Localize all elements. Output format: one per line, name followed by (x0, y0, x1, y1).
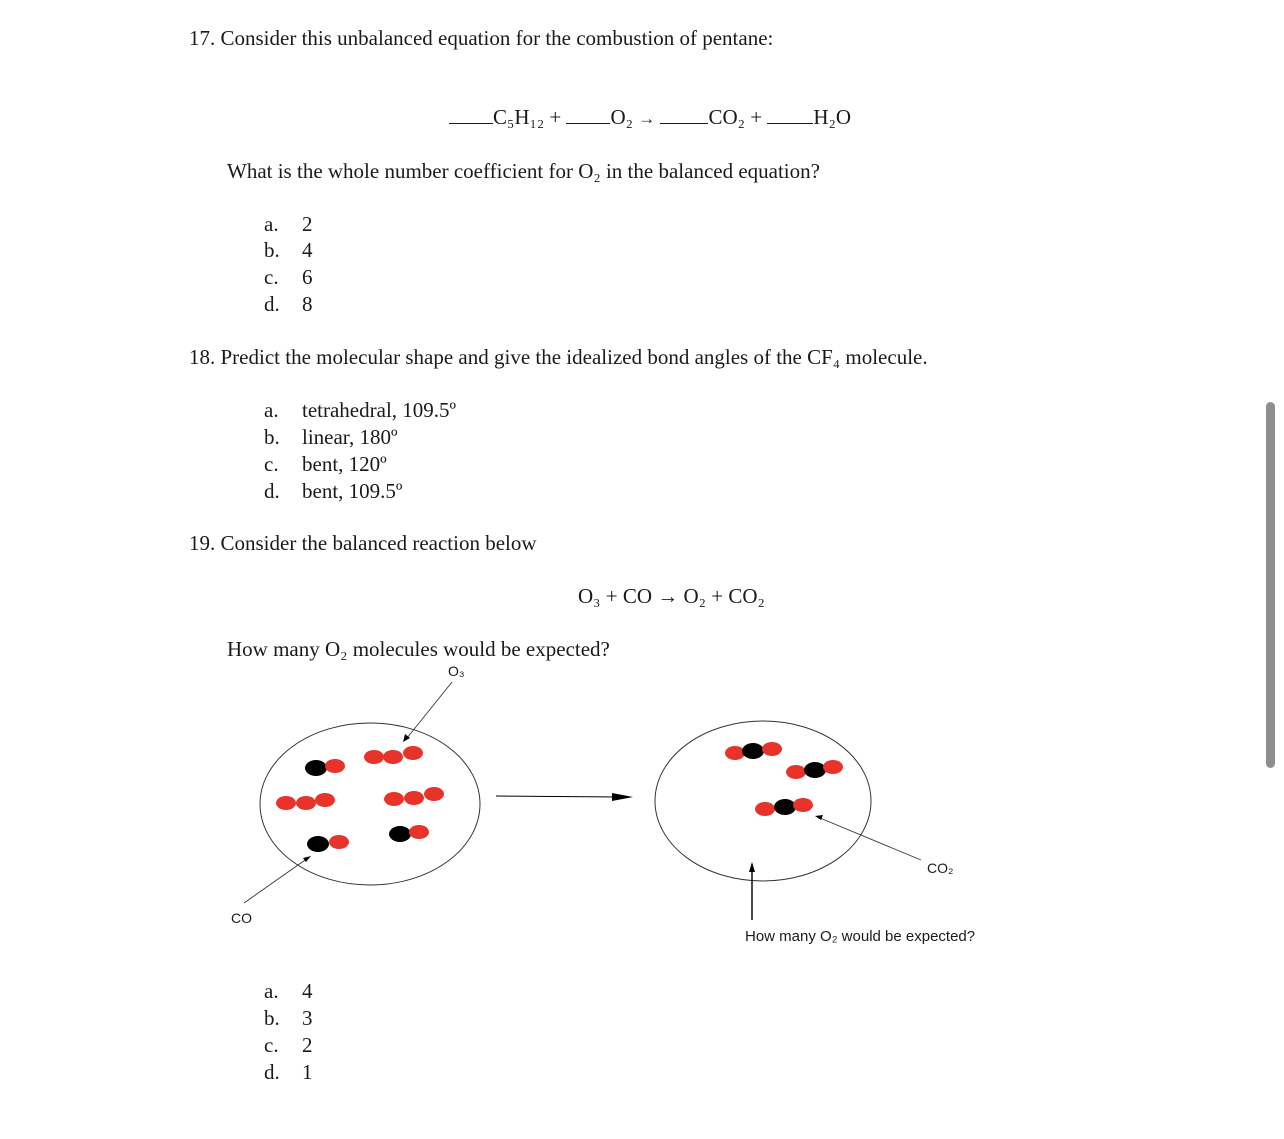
eq-term-water: H₂O (813, 105, 851, 129)
reaction-arrow-head (612, 793, 633, 801)
q17-option-b[interactable]: b. 4 (264, 238, 313, 262)
vertical-scrollbar[interactable] (1266, 402, 1275, 768)
q17-question: What is the whole number coefficient for O₂ in the balanced equation? (227, 159, 820, 183)
co2-pointer-head (815, 815, 823, 820)
co2-molecule (725, 742, 782, 760)
o3-label: O₃ (448, 663, 465, 679)
o3-molecule (384, 787, 444, 806)
eq-term-co2: CO₂ + (708, 105, 763, 129)
co-molecule (307, 835, 349, 852)
question-pointer-head (749, 862, 755, 872)
q18-option-d[interactable]: d. bent, 109.5º (264, 479, 403, 503)
co2-pointer-line (820, 818, 921, 860)
o3-molecule (364, 746, 423, 764)
q19-prompt: 19. Consider the balanced reaction below (189, 531, 537, 555)
q18-prompt: 18. Predict the molecular shape and give the idealized bond angles of the CF₄ molecule. (189, 345, 928, 369)
co2-label: CO₂ (927, 860, 954, 876)
product-container (655, 721, 871, 881)
q19-option-a[interactable]: a. 4 (264, 979, 313, 1003)
q17-option-a[interactable]: a. 2 (264, 212, 313, 236)
o3-molecule (276, 793, 335, 810)
co-label: CO (231, 910, 252, 926)
eq-term-oxygen: O₂ (610, 105, 633, 129)
reaction-arrow-line (496, 796, 620, 797)
q18-option-c[interactable]: c. bent, 120º (264, 452, 387, 476)
q19-option-c[interactable]: c. 2 (264, 1033, 313, 1057)
q17-option-d[interactable]: d. 8 (264, 292, 313, 316)
co2-molecule (755, 798, 813, 816)
q18-option-b[interactable]: b. linear, 180º (264, 425, 398, 449)
co2-molecule (786, 760, 843, 779)
co-pointer-line (244, 858, 308, 903)
q18-option-a[interactable]: a. tetrahedral, 109.5º (264, 398, 457, 422)
q19-option-d[interactable]: d. 1 (264, 1060, 313, 1084)
q19-equation: O₃ + CO → O₂ + CO₂ (578, 584, 765, 608)
co-molecule (305, 759, 345, 776)
q17-option-c[interactable]: c. 6 (264, 265, 313, 289)
eq-term-pentane: C₅H₁₂ + (493, 105, 562, 129)
q19-option-b[interactable]: b. 3 (264, 1006, 313, 1030)
co-molecule (389, 825, 429, 842)
q17-prompt: 17. Consider this unbalanced equation for the combustion of pentane: (189, 26, 774, 50)
diagram-question-label: How many O₂ would be expected? (745, 928, 976, 945)
eq-arrow: → (638, 109, 656, 128)
o3-pointer-line (407, 682, 452, 738)
q19-question: How many O₂ molecules would be expected? (227, 637, 610, 661)
